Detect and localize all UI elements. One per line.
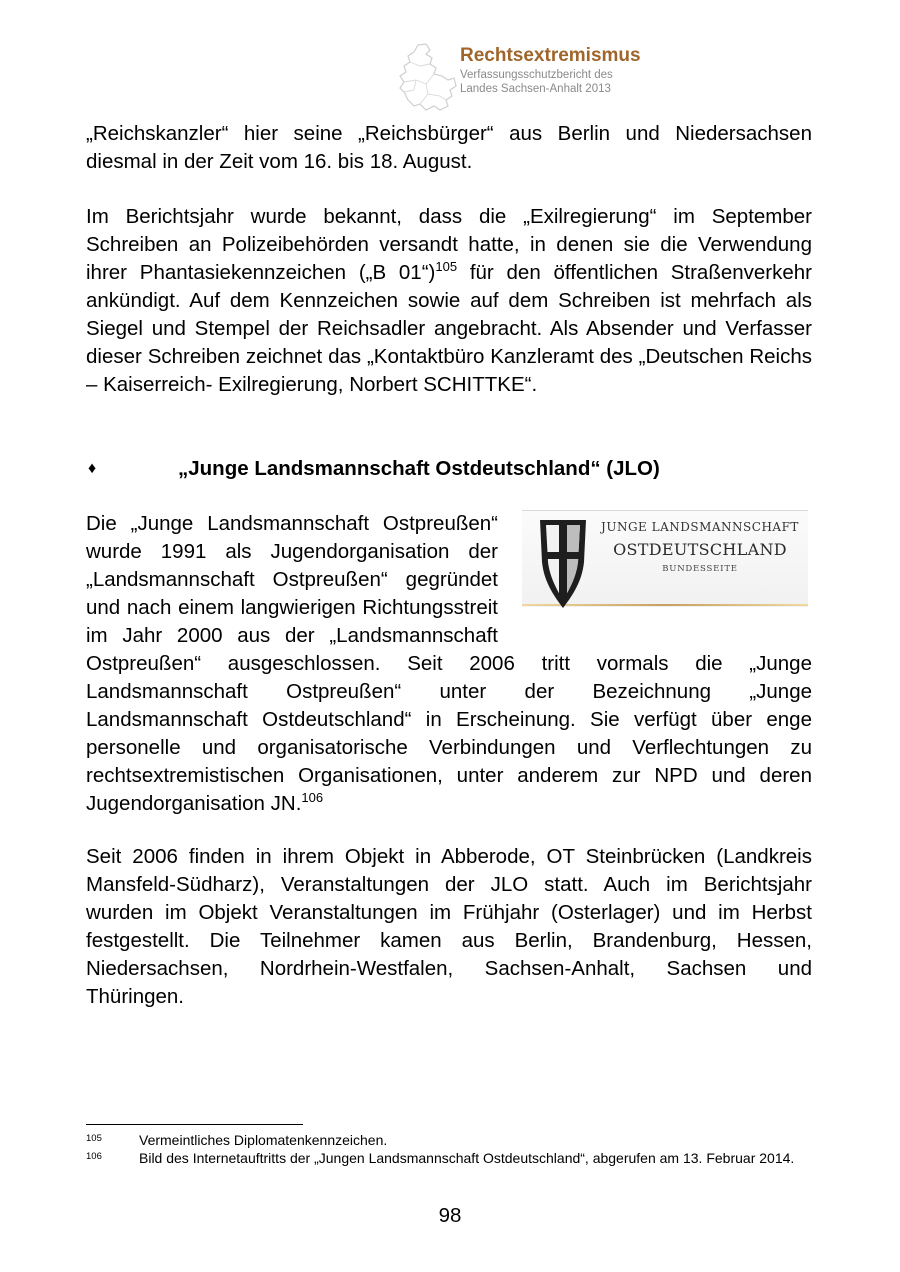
page-header	[396, 42, 696, 114]
header-subtitle-line1: Verfassungsschutzbericht des	[460, 69, 613, 81]
footnote-separator	[86, 1124, 303, 1125]
paragraph-text: Seit 2006 finden in ihrem Objekt in Abberode, OT Steinbrücken (Landkreis Mansfeld-Südharz), Veranstaltungen der JLO statt. Auch im Berichtsjahr wurden im Objekt Veranstaltungen im Frühjahr (Osterlager) und im Herbst festgestellt. Die Teilnehmer kamen aus Berlin, Brandenburg, Hessen, Niedersachsen, Nordrhein-Westfalen, Sachsen-Anhalt, Sachsen und Thüringen.	[86, 845, 812, 1008]
footnote-106	[86, 1150, 812, 1167]
footnote-text: Bild des Internetauftritts der „Jungen Landsmannschaft Ostdeutschland“, abgerufen am 13. Februar 2014.	[139, 1150, 795, 1166]
page-number: 98	[438, 1204, 462, 1227]
header-text	[460, 44, 641, 96]
diamond-bullet-icon: ♦	[88, 460, 97, 477]
paragraph-text-part: für den öffentlichen Straßenverkehr ankündigt. Auf dem Kennzeichen sowie auf dem Schreiben ist mehrfach als Siegel und Stempel der Reichsadler angebracht. Als Absender und Verfasser dieser Schreiben zeichnet das „Kontaktbüro Kanzleramt des „Deutschen Reichs – Kaiserreich- Exilregierung, Norbert SCHITTKE“.	[86, 261, 813, 396]
jlo-website-image	[522, 510, 808, 610]
footnote-number: 106	[86, 1151, 102, 1162]
logo-text-line1: JUNGE LANDSMANNSCHAFT	[601, 520, 799, 534]
paragraph-text: „Reichskanzler“ hier seine „Reichsbürger“ aus Berlin und Niedersachsen diesmal in der Zeit vom 16. bis 18. August.	[86, 122, 812, 173]
footnote-ref-106[interactable]: 106	[301, 790, 324, 806]
footnote-text: Vermeintliches Diplomatenkennzeichen.	[139, 1132, 388, 1148]
shield-cross-icon	[534, 516, 592, 612]
section-heading-text: „Junge Landsmannschaft Ostdeutschland“ (JLO)	[178, 457, 660, 480]
saxony-anhalt-map-icon	[396, 42, 458, 112]
header-title: Rechtsextremismus	[460, 45, 641, 66]
paragraph-reichskanzler	[86, 120, 812, 176]
paragraph-abberode	[86, 843, 812, 1011]
paragraph-text-part: Im Berichtsjahr wurde bekannt, dass die „Exilregierung“ im September Schreiben an Polizeibehörden versandt hatte, in denen sie die Verwendung ihrer Phantasiekennzeichen („B 01“)	[86, 205, 812, 284]
header-subtitle-line2: Landes Sachsen-Anhalt 2013	[460, 83, 611, 95]
paragraph-text-part: Die „Junge Landsmannschaft Ostpreußen“ wurde 1991 als Jugendorganisation der „Landsmannschaft Ostpreußen“ gegründet und nach einem langwierigen Richtungsstreit im Jahr 2000 aus der „Landsmannschaft Ostpreußen“ ausgeschlossen. Seit 2006 tritt vormals die „Junge Landsmannschaft Ostpreußen“ unter der Bezeichnung „Junge Landsmannschaft Ostdeutschland“ in Erscheinung. Sie verfügt über enge personelle und organisatorische Verbindungen und Verflechtungen zu rechtsextremistischen Organisationen, unter anderem zur NPD und deren Jugendorganisation JN.	[86, 512, 812, 815]
footnote-ref-105[interactable]: 105	[435, 259, 458, 275]
footnote-105	[86, 1132, 812, 1149]
paragraph-text	[86, 203, 812, 399]
logo-text-line3: BUNDESSEITE	[662, 564, 738, 574]
footnote-number: 105	[86, 1133, 102, 1144]
footnotes	[86, 1132, 812, 1168]
paragraph-exilregierung	[86, 203, 812, 399]
logo-text-line2: OSTDEUTSCHLAND	[613, 540, 787, 559]
